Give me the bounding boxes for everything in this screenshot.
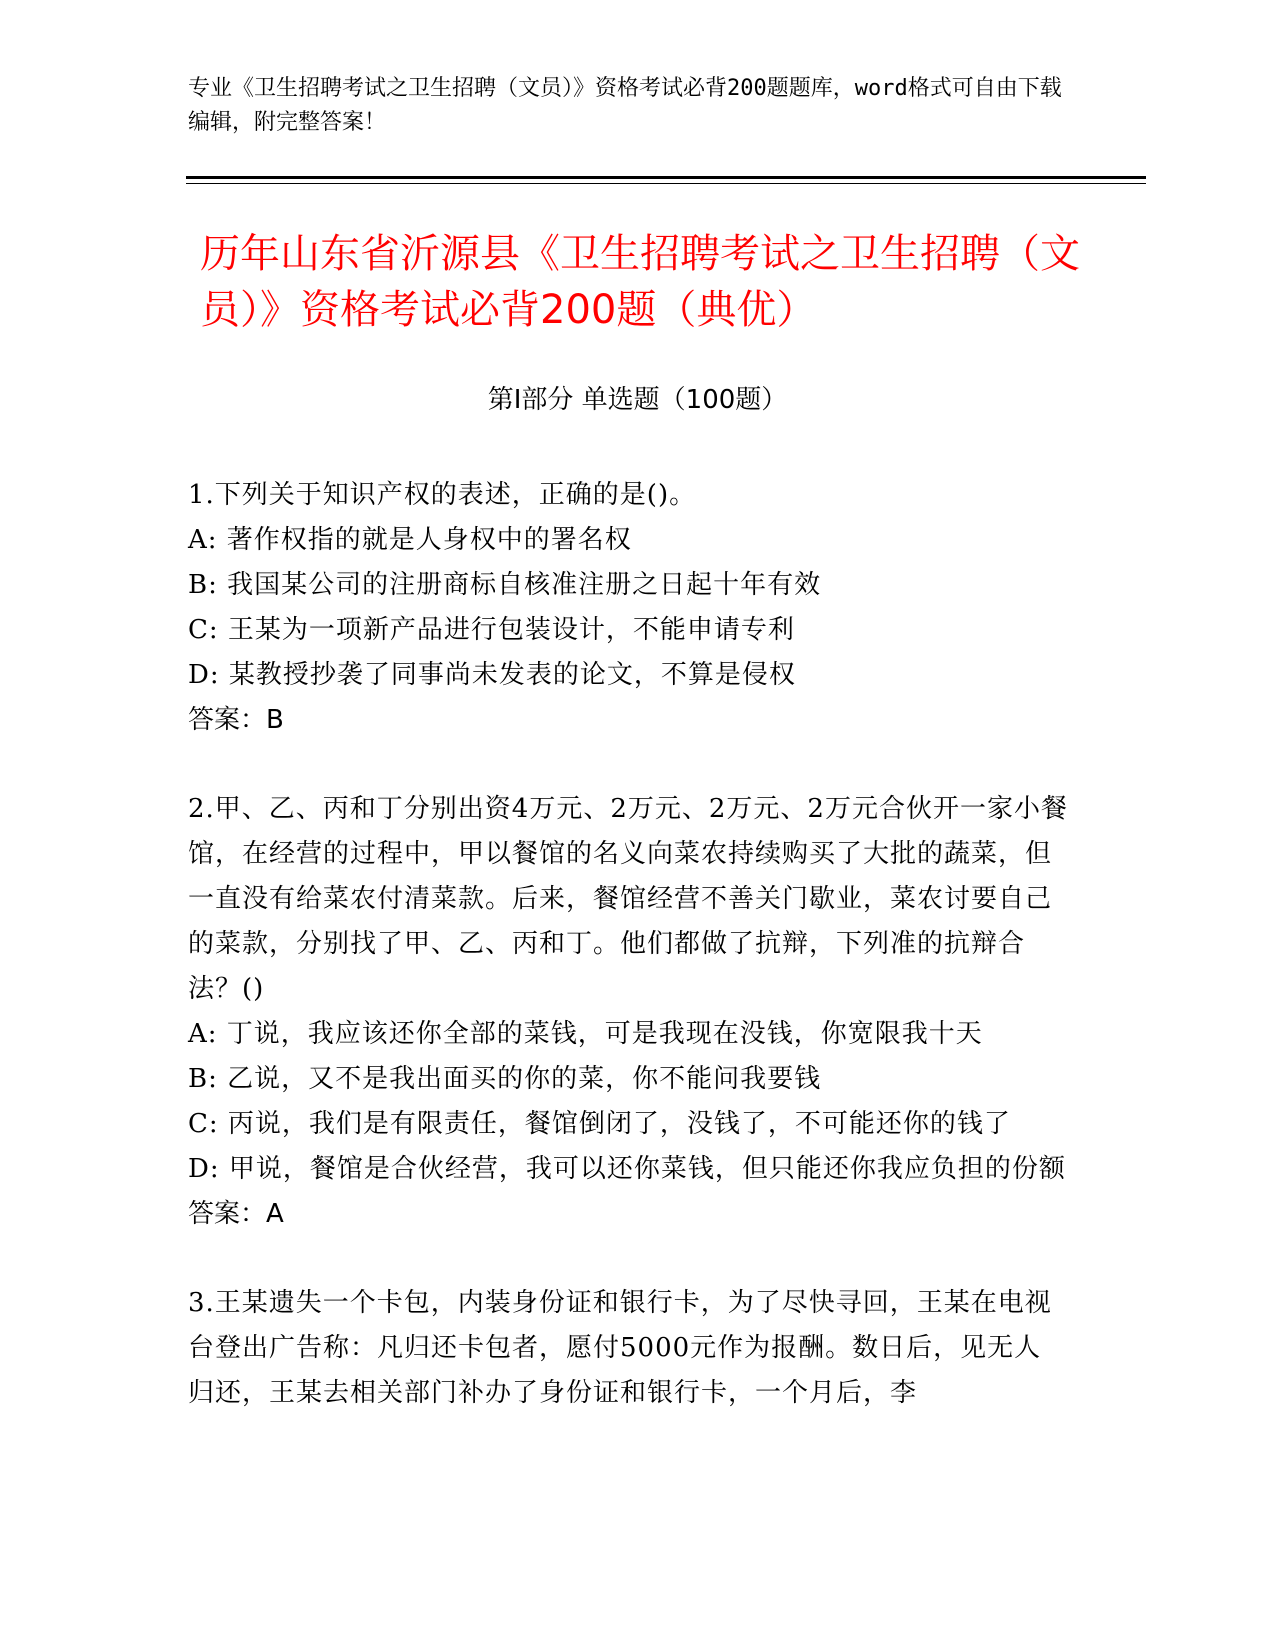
option-a: A: 丁说，我应该还你全部的菜钱，可是我现在没钱，你宽限我十天 [188,1019,983,1049]
question-list [188,473,1068,1460]
option-b: B: 我国某公司的注册商标自核准注册之日起十年有效 [188,570,822,600]
question-stem: 3.王某遗失一个卡包，内装身份证和银行卡，为了尽快寻回，王某在电视台登出广告称：凡归还卡包者，愿付5000元作为报酬。数日后，见无人归还，王某去相关部门补办了身份证和银行卡，一个月后，李 [188,1288,1052,1408]
question-2 [188,787,1068,1237]
question-stem: 1.下列关于知识产权的表述，正确的是()。 [188,480,697,510]
option-b: B: 乙说，又不是我出面买的你的菜，你不能问我要钱 [188,1064,822,1094]
option-c: C: 丙说，我们是有限责任，餐馆倒闭了，没钱了，不可能还你的钱了 [188,1109,1011,1139]
option-d: D: 甲说，餐馆是合伙经营，我可以还你菜钱，但只能还你我应负担的份额 [188,1154,1066,1184]
document-title: 历年山东省沂源县《卫生招聘考试之卫生招聘（文员）》资格考试必背200题（典优） [200,231,1080,333]
header-divider-thin [186,183,1146,184]
question-stem: 2.甲、乙、丙和丁分别出资4万元、2万元、2万元、2万元合伙开一家小餐馆，在经营的过程中，甲以餐馆的名义向菜农持续购买了大批的蔬菜，但一直没有给菜农付清菜款。后来，餐馆经营不善关门歇业，菜农讨要自己的菜款，分别找了甲、乙、丙和丁。他们都做了抗辩，下列准的抗辩合法？() [188,794,1068,1004]
header-divider-thick [186,176,1146,179]
option-d: D: 某教授抄袭了同事尚未发表的论文，不算是侵权 [188,660,796,690]
answer: 答案：A [188,1199,284,1229]
question-1 [188,473,1068,743]
question-3 [188,1281,1068,1416]
answer: 答案：B [188,705,284,735]
option-a: A: 著作权指的就是人身权中的署名权 [188,525,632,555]
section-heading: 第I部分 单选题（100题） [487,385,788,415]
header-note: 专业《卫生招聘考试之卫生招聘（文员）》资格考试必背200题题库，word格式可自由下载编辑，附完整答案！ [188,76,1062,135]
option-c: C: 王某为一项新产品进行包装设计，不能申请专利 [188,615,795,645]
